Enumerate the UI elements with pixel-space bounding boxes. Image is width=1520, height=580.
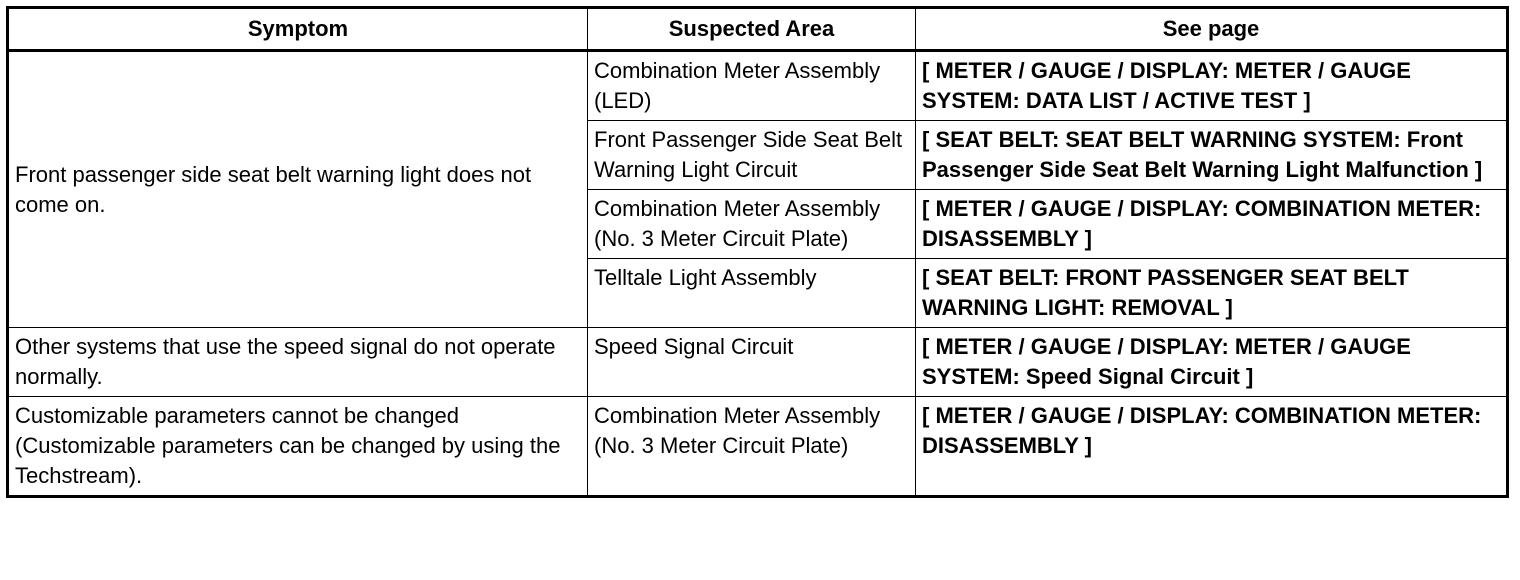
suspected-area-cell: Combination Meter Assembly (LED) — [588, 51, 916, 121]
suspected-area-cell: Combination Meter Assembly (No. 3 Meter Circuit Plate) — [588, 397, 916, 497]
see-page-link[interactable]: [ METER / GAUGE / DISPLAY: METER / GAUGE SYSTEM: Speed Signal Circuit ] — [916, 328, 1508, 397]
see-page-link[interactable]: [ SEAT BELT: SEAT BELT WARNING SYSTEM: Front Passenger Side Seat Belt Warning Light Malfunction ] — [916, 121, 1508, 190]
symptom-cell: Front passenger side seat belt warning light does not come on. — [8, 51, 588, 328]
header-row — [8, 8, 1508, 51]
see-page-link[interactable]: [ METER / GAUGE / DISPLAY: METER / GAUGE SYSTEM: DATA LIST / ACTIVE TEST ] — [916, 51, 1508, 121]
suspected-area-cell: Front Passenger Side Seat Belt Warning Light Circuit — [588, 121, 916, 190]
table-row — [8, 51, 1508, 121]
symptom-cell: Other systems that use the speed signal do not operate normally. — [8, 328, 588, 397]
suspected-area-cell: Combination Meter Assembly (No. 3 Meter Circuit Plate) — [588, 190, 916, 259]
table-row — [8, 397, 1508, 497]
suspected-area-cell: Telltale Light Assembly — [588, 259, 916, 328]
see-page-link[interactable]: [ METER / GAUGE / DISPLAY: COMBINATION METER: DISASSEMBLY ] — [916, 397, 1508, 497]
suspected-area-cell: Speed Signal Circuit — [588, 328, 916, 397]
header-symptom: Symptom — [8, 8, 588, 51]
header-see-page: See page — [916, 8, 1508, 51]
symptom-cell: Customizable parameters cannot be changed (Customizable parameters can be changed by using the Techstream). — [8, 397, 588, 497]
see-page-link[interactable]: [ SEAT BELT: FRONT PASSENGER SEAT BELT WARNING LIGHT: REMOVAL ] — [916, 259, 1508, 328]
table-row — [8, 328, 1508, 397]
header-suspected-area: Suspected Area — [588, 8, 916, 51]
see-page-link[interactable]: [ METER / GAUGE / DISPLAY: COMBINATION METER: DISASSEMBLY ] — [916, 190, 1508, 259]
diagnostic-table-container — [6, 6, 1509, 498]
symptom-table — [6, 6, 1509, 498]
